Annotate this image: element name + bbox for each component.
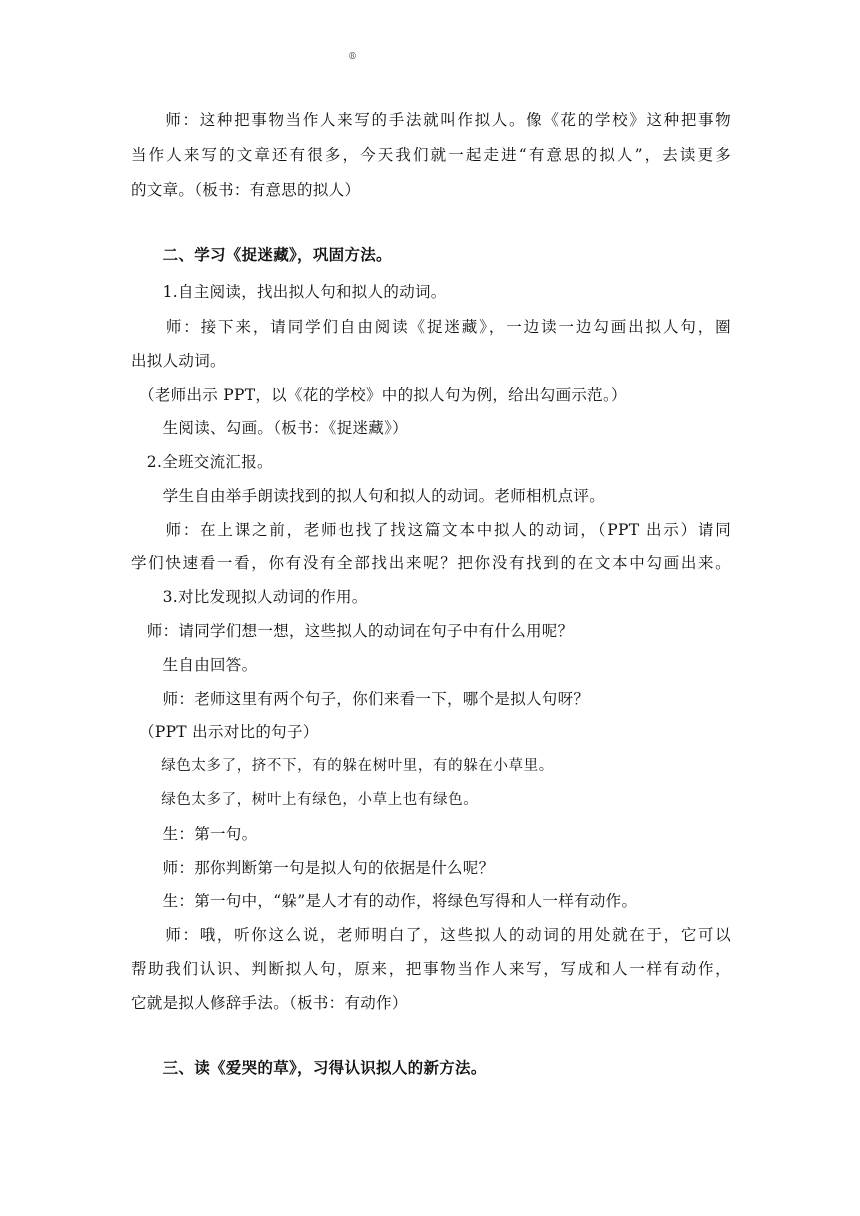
paragraph-line: 学生自由举手朗读找到的拟人句和拟人的动词。老师相机点评。 <box>131 487 606 505</box>
paragraph-line: 出拟人动词。 <box>131 352 226 370</box>
paragraph-line: 当作人来写的文章还有很多，今天我们就一起走进“有意思的拟人”，去读更多 <box>131 146 731 164</box>
paragraph-line: 师：接下来，请同学们自由阅读《捉迷藏》，一边读一边勾画出拟人句，圈 <box>131 318 731 336</box>
paragraph-line: 生自由回答。 <box>131 656 258 674</box>
step-heading: 1.自主阅读，找出拟人句和拟人的动词。 <box>131 283 447 301</box>
paragraph-line: 的文章。（板书：有意思的拟人） <box>131 181 361 199</box>
section-heading: 三、读《爱哭的草》，习得认识拟人的新方法。 <box>131 1059 487 1077</box>
paragraph-line: 师：请同学们想一想，这些拟人的动词在句子中有什么用呢？ <box>131 622 574 640</box>
paragraph-line: 生：第一句中，“躲”是人才有的动作，将绿色写得和人一样有动作。 <box>131 892 638 910</box>
section-heading: 二、学习《捉迷藏》，巩固方法。 <box>131 246 392 264</box>
paragraph-line: （PPT 出示对比的句子） <box>131 723 319 741</box>
paragraph-line: 生：第一句。 <box>131 825 258 843</box>
example-sentence: 绿色太多了，树叶上有绿色，小草上也有绿色。 <box>131 792 479 808</box>
registered-mark: ® <box>348 52 357 62</box>
paragraph-line: 学们快速看一看，你有没有全部找出来呢？把你没有找到的在文本中勾画出来。 <box>131 554 731 572</box>
step-heading: 2.全班交流汇报。 <box>131 453 273 471</box>
paragraph-line: 师：那你判断第一句是拟人句的依据是什么呢？ <box>131 859 495 877</box>
paragraph-line: 师：这种把事物当作人来写的手法就叫作拟人。像《花的学校》这种把事物 <box>131 111 731 129</box>
paragraph-line: 生阅读、勾画。（板书：《捉迷藏》） <box>131 419 408 437</box>
paragraph-line: 师：在上课之前，老师也找了找这篇文本中拟人的动词，（PPT 出示）请同 <box>131 521 731 539</box>
paragraph-line: 帮助我们认识、判断拟人句，原来，把事物当作人来写，写成和人一样有动作， <box>131 960 731 978</box>
example-sentence: 绿色太多了，挤不下，有的躲在树叶里，有的躲在小草里。 <box>131 758 554 774</box>
paragraph-line: （老师出示 PPT，以《花的学校》中的拟人句为例，给出勾画示范。） <box>131 386 627 404</box>
paragraph-line: 它就是拟人修辞手法。（板书：有动作） <box>131 994 408 1012</box>
paragraph-line: 师：哦，听你这么说，老师明白了，这些拟人的动词的用处就在于，它可以 <box>131 926 731 944</box>
paragraph-line: 师：老师这里有两个句子，你们来看一下，哪个是拟人句呀？ <box>131 690 590 708</box>
step-heading: 3.对比发现拟人动词的作用。 <box>131 588 368 606</box>
